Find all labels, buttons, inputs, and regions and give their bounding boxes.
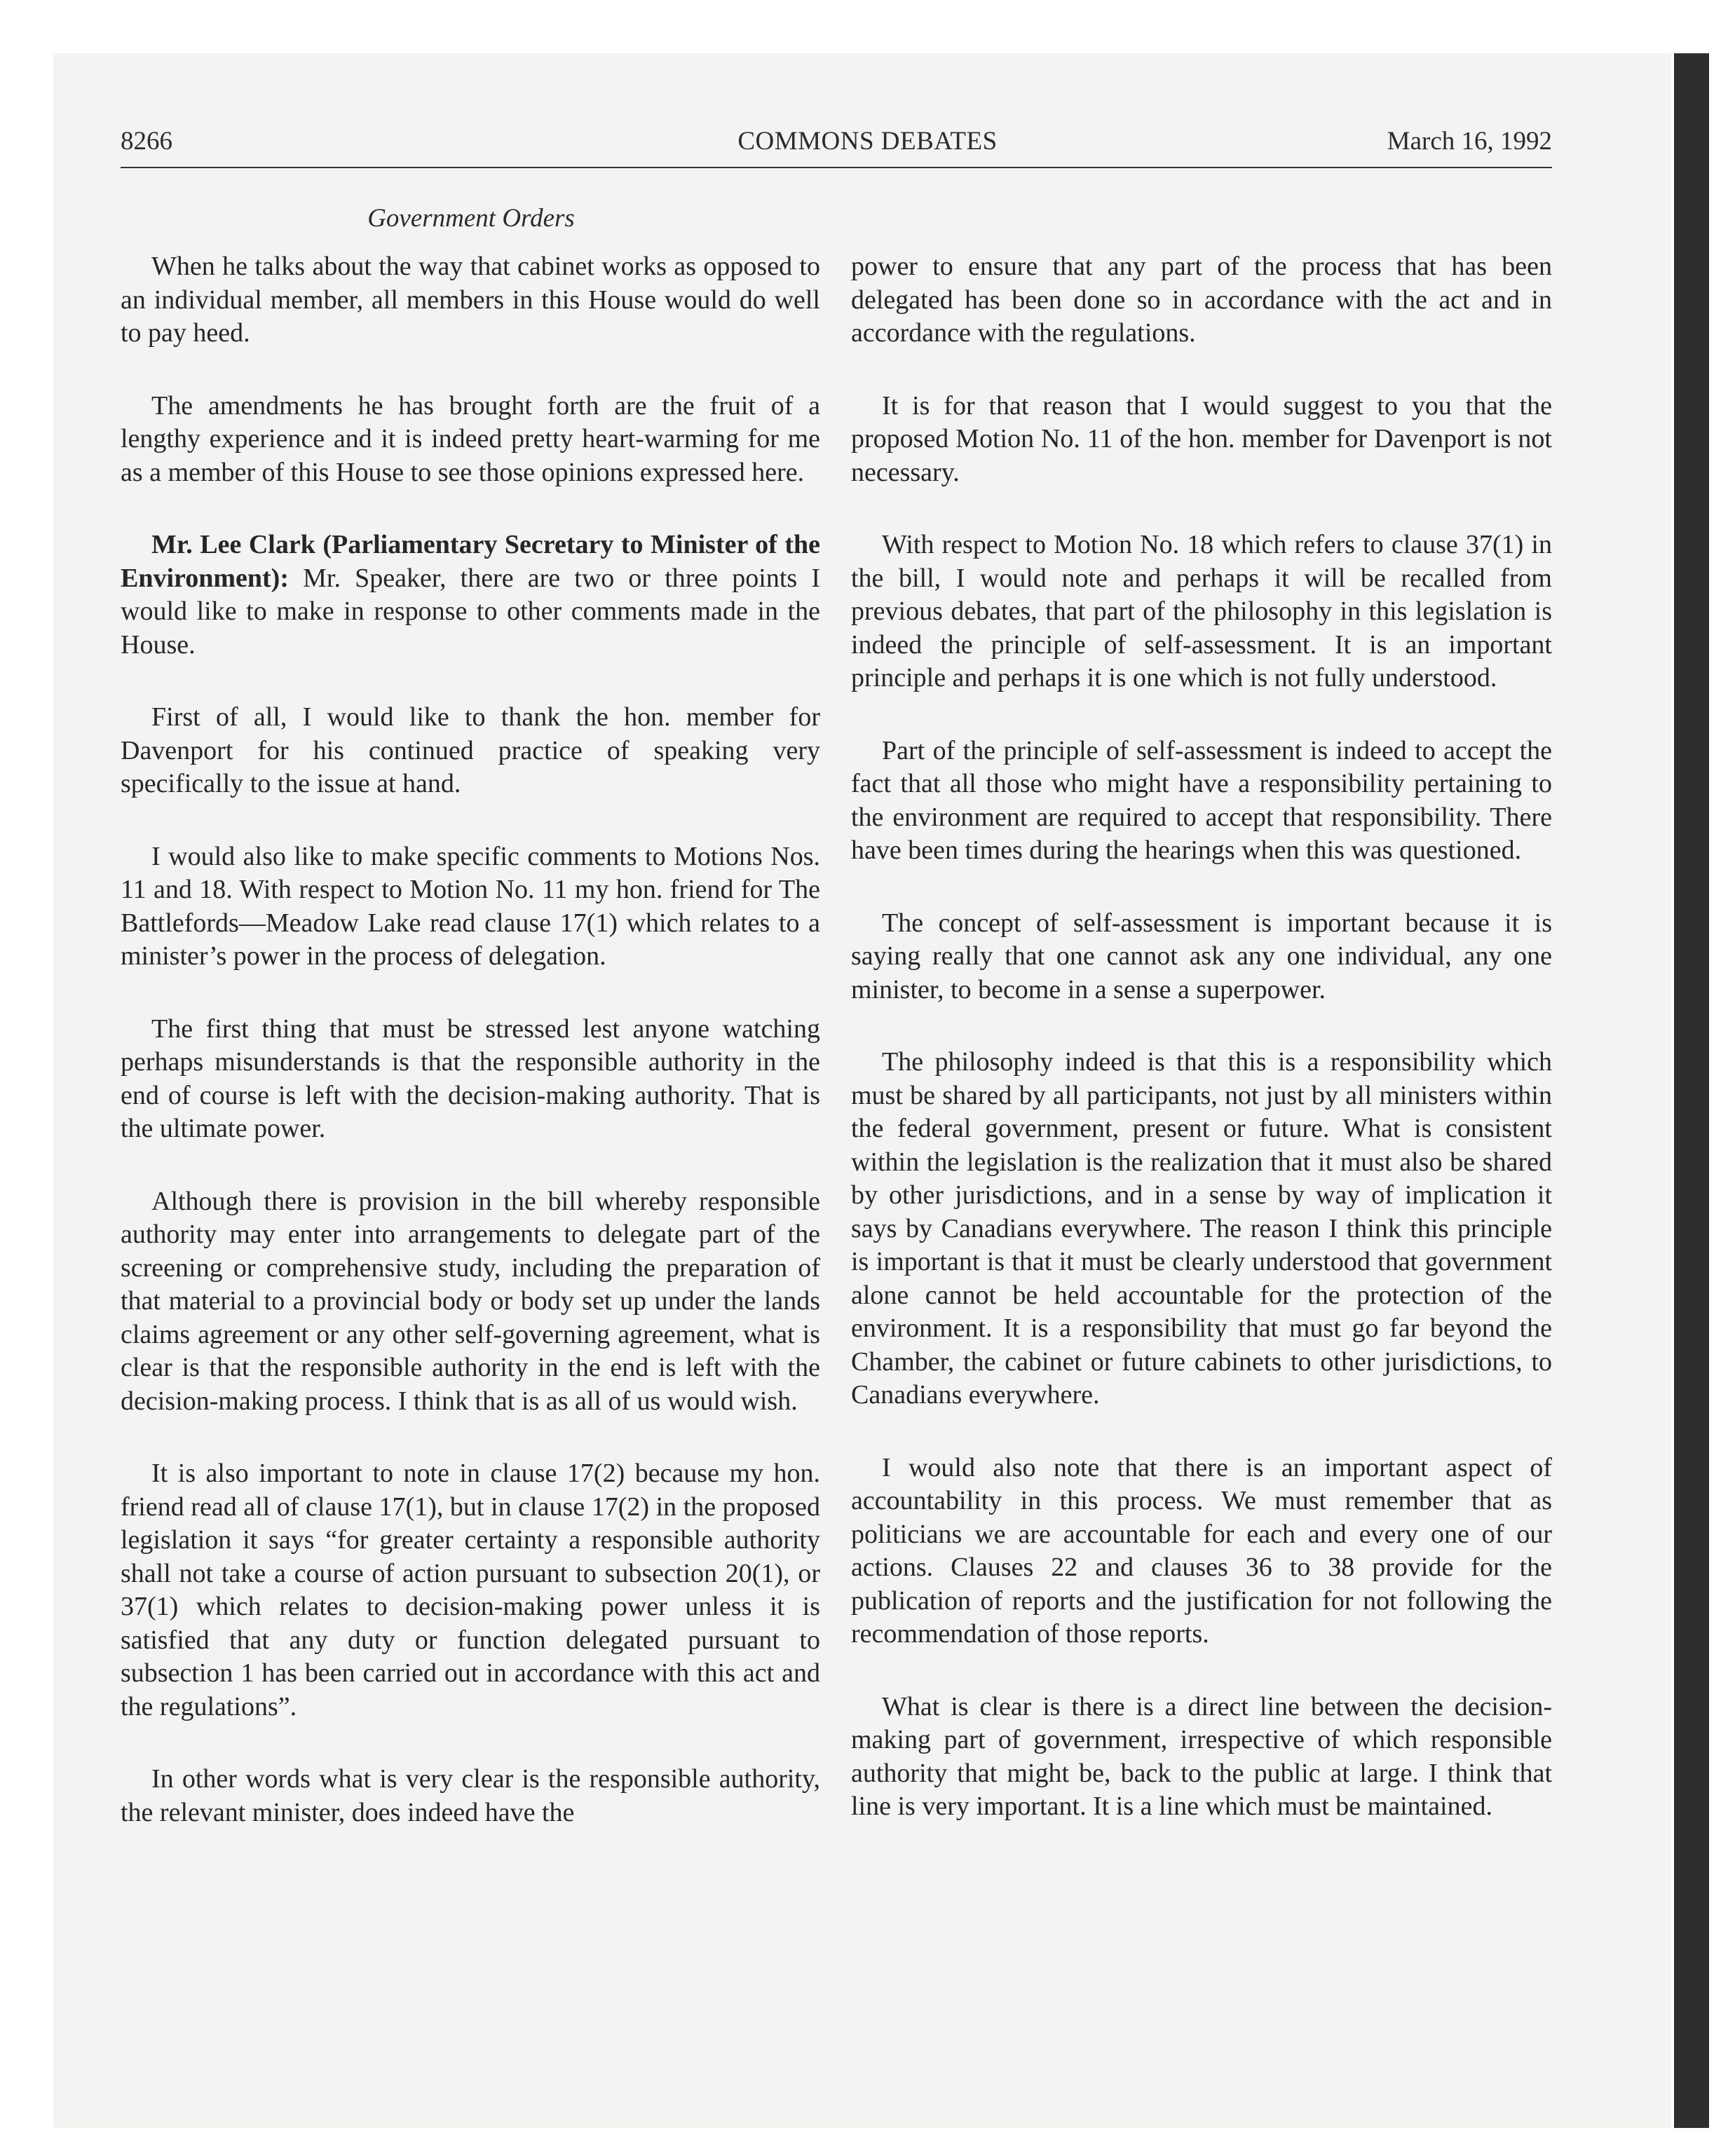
paragraph	[851, 1046, 1552, 1412]
paragraph	[851, 1452, 1552, 1651]
paragraph-text: Mr. Speaker, there are two or three points I would like to make in response to other comments made in the House.	[121, 563, 821, 660]
paragraph-text: It is also important to note in clause 17(2) because my hon. friend read all of clause 17(1), but in clause 17(2) in the proposed legislation it says “for greater certainty a responsible authority shall not take a course of action pursuant to subsection 20(1), or 37(1) which relates to decision-making power unless it is satisfied that any duty or function delegated pursuant to subsection 1 has been carried out in accordance with this act and the regulations”.	[121, 1459, 820, 1721]
paragraph-text: power to ensure that any part of the process that has been delegated has been done so in accordance with the act and in accordance with the regulations.	[851, 252, 1552, 348]
paragraph	[121, 1763, 820, 1829]
paragraph-text: First of all, I would like to thank the hon. member for Davenport for his continued practice of speaking very specifically to the issue at hand.	[121, 702, 820, 798]
paragraph-text: What is clear is there is a direct line between the decision-making part of government, irrespective of which responsible authority that might be, back to the public at large. I think that line is very important. It is a line which must be maintained.	[851, 1691, 1552, 1821]
paragraph	[121, 250, 820, 350]
paragraph	[121, 390, 820, 490]
page-number: 8266	[121, 127, 172, 156]
paragraph-text: With respect to Motion No. 18 which refers to clause 37(1) in the bill, I would note and perhaps it will be recalled from previous debates, that part of the philosophy in this legislation is indeed the principle of self-assessment. It is an important principle and perhaps it is one which is not fully understood.	[851, 530, 1552, 692]
paragraph	[851, 390, 1552, 490]
paragraph-text: Although there is provision in the bill whereby responsible authority may enter into arrangements to delegate part of the screening or comprehensive study, including the preparation of that material to a provincial body or body set up under the lands claims agreement or any other self-governing agreement, what is clear is that the responsible authority in the end is left with the decision-making process. I think that is as all of us would wish.	[121, 1186, 820, 1416]
paragraph	[121, 840, 820, 974]
paragraph-text: I would also note that there is an important aspect of accountability in this process. We must remember that as politicians we are accountable for each and every one of our actions. Clauses 22 and clauses 36 to 38 provide for the publication of reports and the justification for not following the recommendation of those reports.	[851, 1452, 1552, 1649]
running-title: COMMONS DEBATES	[737, 127, 998, 156]
paragraph	[851, 1691, 1552, 1824]
paragraph	[851, 528, 1552, 695]
left-column	[121, 250, 820, 1869]
paragraph	[851, 735, 1552, 868]
paragraph-text: The philosophy indeed is that this is a responsibility which must be shared by all participants, not just by all ministers within the federal government, present or future. What is consistent within the legislation is the realization that it must also be shared by other jurisdictions, and in a sense by way of implication it says by Canadians everywhere. The reason I think this principle is important is that it must be clearly understood that government alone cannot be held accountable for the protection of the environment. It is a responsibility that must go far beyond the Chamber, the cabinet or future cabinets to other jurisdictions, to Canadians everywhere.	[851, 1047, 1552, 1410]
paragraph-text: The amendments he has brought forth are the fruit of a lengthy experience and it is indeed pretty heart-warming for me as a member of this House to see those opinions expressed here.	[121, 390, 820, 487]
page-date: March 16, 1992	[1387, 127, 1552, 156]
paragraph	[851, 250, 1552, 350]
scan-edge-shadow	[1674, 53, 1709, 2128]
speaker-name: Mr. Lee Clark (Parliamentary Secretary to Minister of the Environment):	[121, 530, 820, 593]
paragraph-text: I would also like to make specific comments to Motions Nos. 11 and 18. With respect to Motion No. 11 my hon. friend for The Battlefords—Meadow Lake read clause 17(1) which relates to a minister’s power in the process of delegation.	[121, 841, 820, 971]
paragraph	[121, 1185, 820, 1419]
paragraph-text: Part of the principle of self-assessment is indeed to accept the fact that all those who might have a responsibility pertaining to the environment are required to accept that responsibility. There have been times during the hearings when this was questioned.	[851, 735, 1552, 865]
paragraph-text: In other words what is very clear is the responsible authority, the relevant minister, does indeed have the	[121, 1764, 820, 1827]
paragraph	[121, 1457, 820, 1724]
paragraph-text: The first thing that must be stressed lest anyone watching perhaps misunderstands is that the responsible authority in the end of course is left with the decision-making authority. That is the ultimate power.	[121, 1014, 820, 1143]
paragraph	[121, 528, 820, 662]
paragraph	[851, 907, 1552, 1007]
header-rule	[121, 167, 1552, 168]
paragraph-text: The concept of self-assessment is important because it is saying really that one cannot ask any one individual, any one minister, to become in a sense a superpower.	[851, 908, 1552, 1004]
paragraph-text: When he talks about the way that cabinet works as opposed to an individual member, all members in this House would do well to pay heed.	[121, 252, 820, 348]
paragraph-text: It is for that reason that I would suggest to you that the proposed Motion No. 11 of the hon. member for Davenport is not necessary.	[851, 390, 1552, 487]
paragraph	[121, 701, 820, 801]
right-column	[851, 250, 1552, 1863]
section-title: Government Orders	[367, 204, 575, 233]
paragraph	[121, 1013, 820, 1146]
